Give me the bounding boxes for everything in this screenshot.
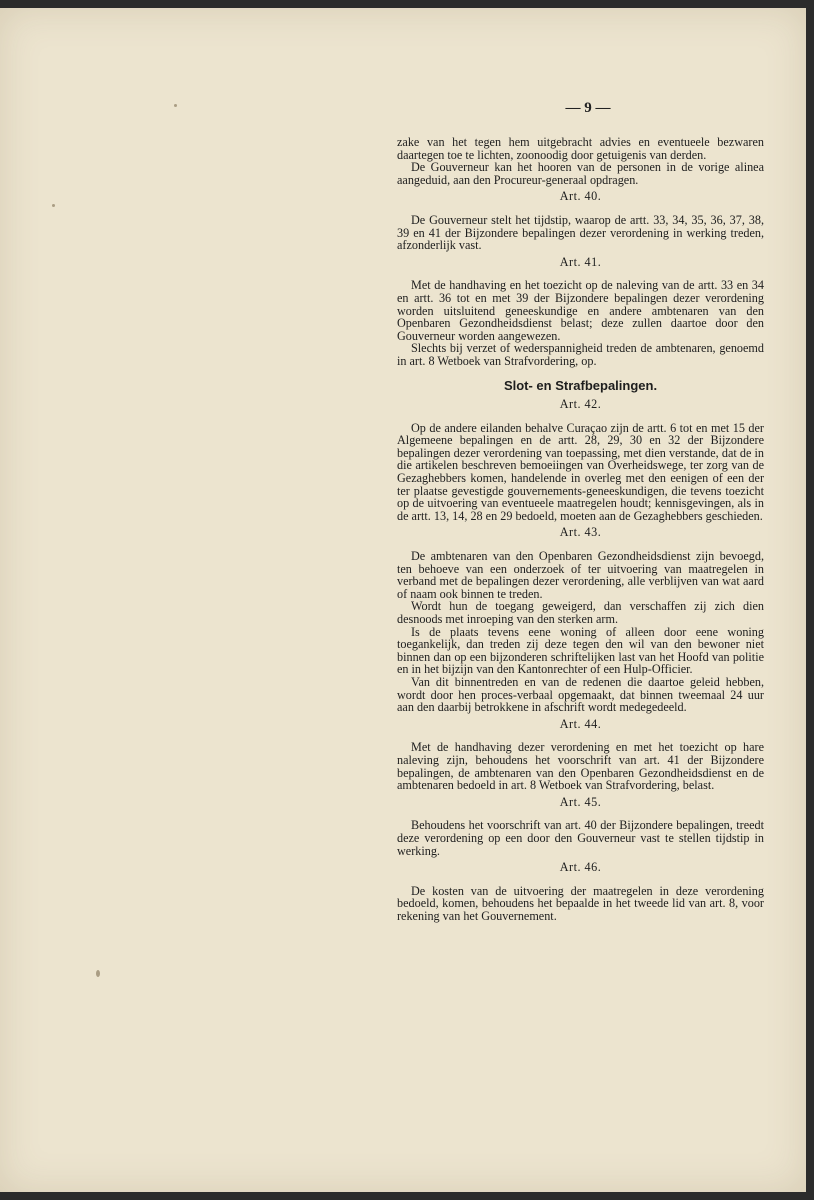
section-heading: Slot- en Strafbepalingen. bbox=[503, 377, 658, 393]
paragraph: De Gouverneur kan het hooren van de personen in de vorige alinea aangeduid, aan den Procureur-generaal opdragen. bbox=[397, 160, 764, 187]
paper-spot bbox=[96, 970, 100, 977]
paragraph: De kosten van de uitvoering der maatregelen in deze verordening bedoeld, komen, behoudens het bepaalde in het tweede lid van art. 8, voor rekening van het Gouvernement. bbox=[397, 883, 764, 923]
text-column bbox=[397, 136, 764, 922]
page-number: — 9 — bbox=[565, 100, 611, 116]
article-heading-43: Art. 43. bbox=[559, 525, 602, 540]
article-heading-40: Art. 40. bbox=[559, 189, 602, 204]
article-heading-46: Art. 46. bbox=[559, 860, 602, 875]
paragraph: Is de plaats tevens eene woning of alleen door eene woning toegankelijk, dan treden zij deze tegen den wil van den bewoner niet binnen dan op een bijzonderen schriftelijken last van het Hoofd van politie en in het bijzijn van den Kantonrechter of een Hulp-Officier. bbox=[397, 624, 764, 677]
paragraph: De ambtenaren van den Openbaren Gezondheidsdienst zijn bevoegd, ten behoeve van een onderzoek of ter uitvoering van maatregelen in verband met de bepalingen dezer verordening, alle verblijven van wat aard of naam ook binnen te treden. bbox=[397, 549, 764, 601]
article-heading-44: Art. 44. bbox=[559, 716, 602, 731]
article-heading-41: Art. 41. bbox=[559, 254, 602, 269]
document-page bbox=[0, 8, 806, 1192]
paragraph: Met de handhaving dezer verordening en met het toezicht op hare naleving zijn, behoudens het voorschrift van art. 41 der Bijzondere bepalingen, de ambtenaren van den Openbaren Gezondheidsdienst en de ambtenaren bedoeld in art. 8 Wetboek van Strafvordering, belast. bbox=[397, 740, 764, 793]
paragraph: De Gouverneur stelt het tijdstip, waarop de artt. 33, 34, 35, 36, 37, 38, 39 en 41 der Bijzondere bepalingen dezer verordening in werking treden, afzonderlijk vast. bbox=[397, 212, 764, 253]
paragraph: Slechts bij verzet of wederspannigheid treden de ambtenaren, genoemd in art. 8 Wetboek van Strafvordering, op. bbox=[397, 341, 764, 368]
paragraph: Wordt hun de toegang geweigerd, dan verschaffen zij zich dien desnoods met inroeping van den sterken arm. bbox=[397, 599, 764, 626]
paragraph: zake van het tegen hem uitgebracht advies en eventueele bezwaren daartegen toe te lichten, zoonoodig door getuigenis van derden. bbox=[397, 135, 764, 162]
article-heading-42: Art. 42. bbox=[559, 397, 602, 412]
paper-spot bbox=[52, 204, 55, 207]
paragraph: Behoudens het voorschrift van art. 40 der Bijzondere bepalingen, treedt deze verordening op een door den Gouverneur vast te stellen tijdstip in werking. bbox=[397, 818, 764, 858]
paragraph: Met de handhaving en het toezicht op de naleving van de artt. 33 en 34 en artt. 36 tot en met 39 der Bijzondere bepalingen dezer verordening worden uitsluitend geneeskundige en andere ambtenaren van den Openbaren Gezondheidsdienst belast; deze zullen daartoe door den Gouverneur worden aangewezen. bbox=[397, 278, 764, 343]
article-heading-45: Art. 45. bbox=[559, 794, 602, 809]
paper-spot bbox=[174, 104, 177, 107]
paragraph: Van dit binnentreden en van de redenen die daartoe geleid hebben, wordt door hen proces-verbaal opgemaakt, dat binnen tweemaal 24 uur aan den daarbij betrokkene in afschrift wordt medegedeeld. bbox=[397, 674, 764, 715]
paragraph: Op de andere eilanden behalve Curaçao zijn de artt. 6 tot en met 15 der Algemeene bepalingen en de artt. 28, 29, 30 en 32 der Bijzondere bepalingen dezer verordening van toepassing, met dien verstande, dat de in die artikelen beschreven bemoeiingen van Overheidswege, ter zorg van de Gezaghebbers komen, handelende in overleg met den eenigen of een der ter plaatse gevestigde gouvernements-geneeskundigen, die tevens toezicht op de uitvoering van eventueele maatregelen houdt; kennisgevingen, als in de artt. 13, 14, 28 en 29 bedoeld, moeten aan de Gezaghebbers geschieden. bbox=[397, 420, 764, 523]
